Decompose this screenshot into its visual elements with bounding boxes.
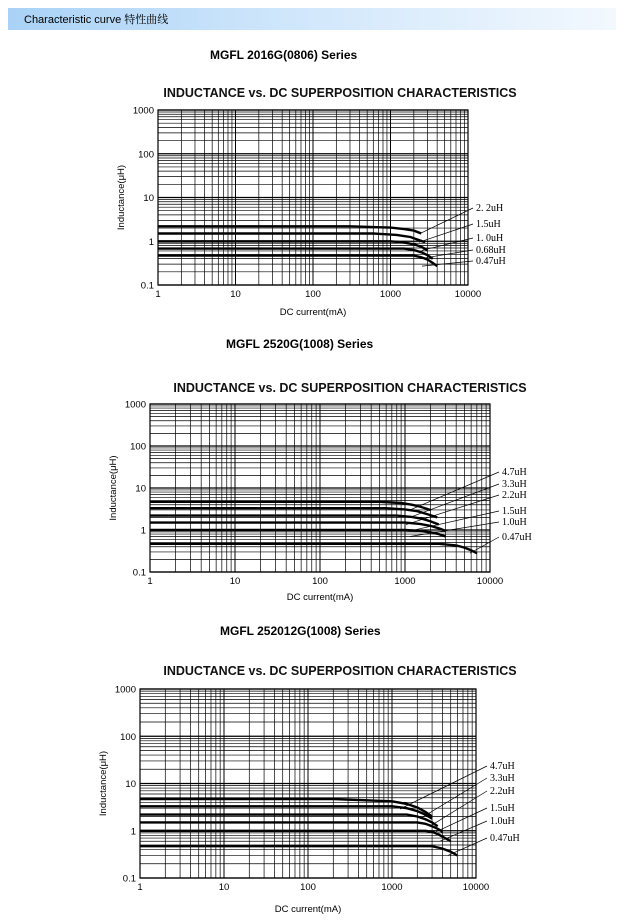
x-tick-label: 10 — [229, 576, 241, 587]
chart-title: INDUCTANCE vs. DC SUPERPOSITION CHARACTERISTICS — [163, 664, 517, 678]
series-label: 4.7uH — [490, 761, 515, 772]
series-title-1: MGFL 2016G(0806) Series — [210, 48, 358, 62]
chart-2520g — [0, 372, 624, 612]
x-tick-label: 100 — [305, 289, 321, 300]
chart-title: INDUCTANCE vs. DC SUPERPOSITION CHARACTERISTICS — [163, 86, 517, 100]
chart-title: INDUCTANCE vs. DC SUPERPOSITION CHARACTERISTICS — [173, 381, 527, 395]
y-tick-label: 100 — [130, 441, 146, 453]
x-axis-label: DC current(mA) — [279, 307, 347, 318]
series-label: 1.0uH — [490, 816, 515, 827]
y-axis-label: Inductance(μH) — [108, 455, 119, 521]
series-label: 1.0uH — [502, 517, 527, 528]
leader-line — [419, 224, 473, 242]
series-label: 0.47uH — [490, 833, 520, 844]
series-label: 2. 2uH — [476, 203, 504, 214]
y-tick-label: 1 — [148, 236, 154, 248]
grid — [140, 689, 476, 878]
x-tick-label: 100 — [300, 882, 316, 893]
x-tick-label: 1 — [147, 576, 153, 587]
x-tick-label: 100 — [312, 576, 328, 587]
y-tick-label: 100 — [120, 731, 136, 743]
grid — [150, 404, 490, 572]
x-axis-label: DC current(mA) — [274, 904, 342, 915]
x-tick-label: 10000 — [476, 576, 504, 587]
x-tick-label: 10 — [230, 289, 241, 300]
y-tick-label: 10 — [143, 193, 154, 204]
series-line — [140, 846, 457, 855]
series-label: 1.5uH — [502, 506, 527, 517]
series-label: 1. 0uH — [476, 233, 504, 244]
series-label: 0.68uH — [476, 245, 506, 256]
header-title: Characteristic curve 特性曲线 — [24, 14, 169, 26]
x-tick-label: 1000 — [381, 882, 403, 893]
y-tick-label: 1 — [140, 525, 146, 537]
series-label: 2.2uH — [490, 786, 515, 797]
y-tick-label: 1000 — [114, 684, 136, 696]
header-bar — [8, 8, 616, 30]
series-label: 1.5uH — [476, 219, 501, 230]
x-tick-label: 10000 — [462, 882, 490, 893]
series-label: 0.47uH — [502, 532, 532, 543]
y-tick-label: 10 — [135, 483, 146, 495]
y-tick-label: 1000 — [124, 399, 146, 411]
y-axis-label: Inductance(μH) — [98, 750, 109, 817]
series-line — [158, 249, 433, 259]
x-tick-label: 10 — [218, 882, 230, 893]
series-label: 0.47uH — [476, 256, 506, 267]
x-tick-label: 1000 — [394, 576, 416, 587]
chart-252012g — [0, 655, 624, 924]
series-title-2: MGFL 2520G(1008) Series — [226, 337, 374, 351]
series-label: 3.3uH — [502, 479, 527, 490]
chart-2016g — [0, 78, 624, 328]
series-label: 4.7uH — [502, 467, 527, 478]
y-tick-label: 0.1 — [132, 567, 146, 579]
series-label: 2.2uH — [502, 490, 527, 501]
x-axis-label: DC current(mA) — [286, 592, 354, 603]
leader-line — [410, 472, 499, 510]
x-tick-label: 10000 — [454, 289, 482, 300]
x-tick-label: 1 — [137, 882, 143, 893]
y-tick-label: 1000 — [132, 105, 154, 117]
x-tick-label: 1 — [155, 289, 161, 300]
leader-line — [430, 791, 487, 826]
y-tick-label: 10 — [125, 779, 136, 790]
y-tick-label: 0.1 — [122, 873, 136, 885]
leader-line — [420, 208, 473, 234]
leader-line — [422, 238, 473, 250]
series-label: 3.3uH — [490, 773, 515, 784]
series-title-3: MGFL 252012G(1008) Series — [220, 624, 381, 638]
series-line — [140, 831, 451, 841]
leader-line — [436, 808, 487, 832]
series-label: 1.5uH — [490, 803, 515, 814]
y-tick-label: 1 — [130, 826, 136, 838]
y-tick-label: 100 — [138, 149, 154, 161]
y-tick-label: 0.1 — [140, 280, 154, 292]
leader-line — [448, 838, 487, 855]
y-axis-label: Inductance(μH) — [116, 164, 127, 231]
series-line — [158, 256, 437, 267]
x-tick-label: 1000 — [379, 289, 402, 300]
